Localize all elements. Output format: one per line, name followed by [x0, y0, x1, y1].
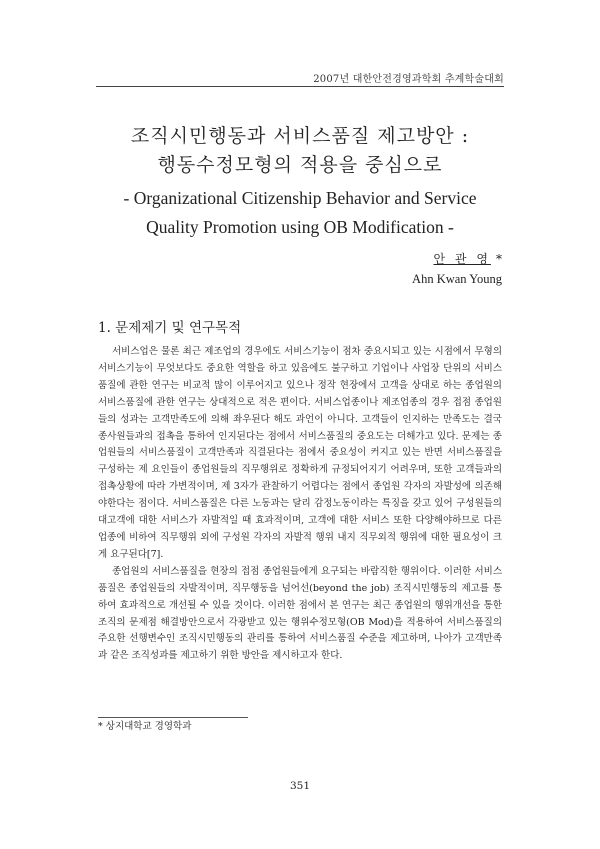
header-rule	[96, 86, 504, 87]
title-english-line-2: Quality Promotion using OB Modification -	[146, 217, 454, 237]
section-body	[98, 344, 502, 665]
author-block	[412, 248, 502, 288]
section-heading: 1. 문제제기 및 연구목적	[98, 320, 242, 336]
body-paragraph-1: 서비스업은 물론 최근 제조업의 경우에도 서비스기능이 점차 중요시되고 있는 시점에서 무형의 서비스기능이 무엇보다도 중요한 역할을 하고 있음에도 불구하고 기업이나 사업장 단위의 서비스품질에 관한 연구는 비교적 많이 이루어지고 있으나 정작 현장에서 고객을 상대로 하는 종업원의 서비스품질에 관한 연구는 상대적으로 적은 편이다. 서비스업종이나 제조업종의 경우 접점 종업원들의 성과는 고객만족도에 의해 좌우된다 해도 과언이 아니다. 고객들이 인지하는 만족도는 결국 종사원들과의 접촉을 통하여 인지된다는 점에서 서비스품질의 중요도는 더해가고 있다. 문제는 종업원들의 서비스품질이 고객만족과 직결된다는 점에서 중요성이 커지고 있는 반면 서비스품질을 구성하는 제 요인들이 종업원들의 직무행위로 정확하게 규정되어지기 어려우며, 또한 고객들과의 접촉상황에 따라 가변적이며, 제 3자가 관찰하기 어렵다는 점에서 종업원 각자의 자발성에 의존해야한다는 점이다. 서비스품질은 다른 노동과는 달리 감정노동이라는 특징을 갖고 있어 구성원들의 대고객에 대한 서비스가 자발적일 때 효과적이며, 고객에 대한 서비스 또한 다양해야하므로 다른 업종에 비하여 직무행위 외에 구성원 각자의 자발적 행위 내지 직무외적 행위에 대한 필요성이 크게 요구된다[7].	[98, 346, 502, 560]
title-block	[100, 122, 500, 242]
body-paragraph-2: 종업원의 서비스품질을 현장의 접점 종업원들에게 요구되는 바람직한 행위이다. 이러한 서비스품질은 종업원들의 자발적이며, 직무행동을 넘어선(beyond the job) 조직시민행동의 제고를 통하여 효과적으로 개선될 수 있을 것이다. 이러한 점에서 본 연구는 최근 종업원의 행위개선을 통한 조직의 문제점 해결방안으로서 각광받고 있는 행위수정모형(OB Mod)을 적용하여 서비스품질의 주요한 선행변수인 조직시민행동의 관리를 통하여 서비스품질 수준을 제고하며, 나아가 고객만족과 같은 조직성과를 제고하기 위한 방안을 제시하고자 한다.	[98, 565, 502, 662]
author-korean-line	[412, 248, 502, 267]
footnote-rule	[98, 717, 248, 718]
footnote: * 상지대학교 경영학과	[98, 721, 192, 732]
running-head: 2007년 대한안전경영과학회 추계학술대회	[313, 74, 504, 85]
affiliation-marker: *	[496, 252, 502, 266]
title-english-line-1: - Organizational Citizenship Behavior and Service	[123, 188, 477, 208]
title-korean-line-2: 행동수정모형의 적용을 중심으로	[157, 154, 443, 176]
author-name-english: Ahn Kwan Young	[412, 272, 502, 286]
author-name-korean: 안 관 영	[433, 252, 491, 266]
page-number: 351	[289, 780, 311, 792]
title-korean-line-1: 조직시민행동과 서비스품질 제고방안 :	[130, 125, 470, 147]
